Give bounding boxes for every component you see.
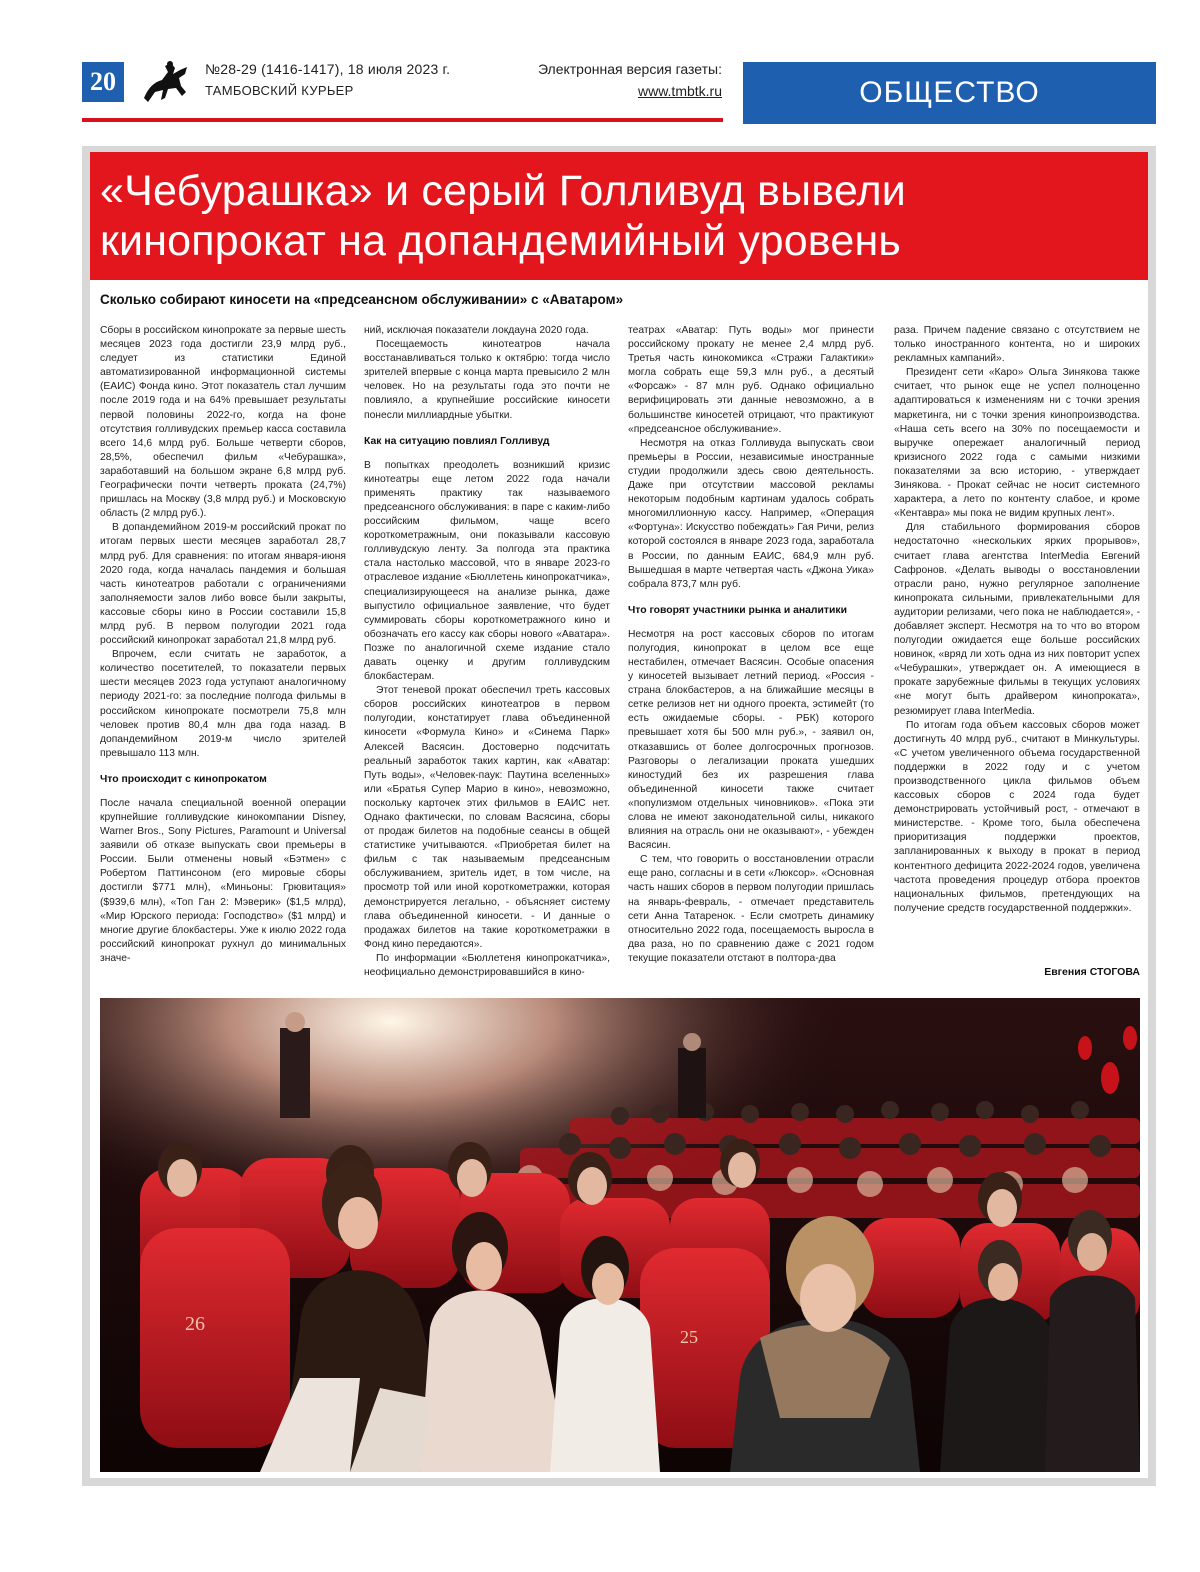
section-heading: Как на ситуацию повлиял Голливуд bbox=[364, 435, 550, 447]
section-title: ОБЩЕСТВО bbox=[743, 62, 1156, 124]
paragraph: Несмотря на рост кассовых сборов по итогам полугодия, кинопрокат в целом все еще нестабилен, отмечает Васясин. Особые опасения у киносетей вызывает летний период. «Россия - страна блокбастеров, а на ближайшие месяцы в сетке релизов нет ни одного проекта, эстимейт (то есть ожидаемые сборы. - РБК) которого превышает хотя бы 500 млн руб.», - заявил он, отказавшись от более долгосрочных прогнозов. Разговоры о легализации проката ушедших киностудий без их разрешения глава объединенной киносети также считает «популизмом отдельных чиновников». «Пока эти слова не имеют законодательной силы, никакого влияния на отрасль они не оказывают», - убежден Васясин. bbox=[628, 628, 874, 852]
author-byline: Евгения СТОГОВА bbox=[1044, 966, 1140, 978]
article bbox=[90, 152, 1148, 1478]
paragraph: В допандемийном 2019-м российский прокат по итогам первых шести месяцев заработал 28,7 млрд руб. Для сравнения: по итогам января-июня 2020 года, когда началась пандемия и большая часть кинотеатров работали с ограничениями заполняемости залов либо вовсе были закрыты, кассовые сборы кино в России составили 15,8 млрд руб. В первом полугодии 2021 года российский кинопрокат заработал 21,8 млрд руб. bbox=[100, 522, 346, 647]
paragraph: Несмотря на отказ Голливуда выпускать свои премьеры в России, независимые иностранные студии продолжили здесь свою деятельность. Даже при отсутствии массовой рекламы некоторым подобным картинам удалось собрать многомиллионную кассу. Например, «Операция «Фортуна»: Искусство побеждать» Гая Ричи, релиз которой состоялся в январе 2023 года, заработала в России, по данным ЕАИС, 684,9 млн руб. Вышедшая в марте четвертая часть «Джона Уика» собрала 873,7 млн руб. bbox=[628, 437, 874, 590]
paragraph: После начала специальной военной операции крупнейшие голливудские кинокомпании Disney, Warner Bros., Sony Pictures, Paramount и Universal заявили об отказе выпускать свои премьеры в России. Были отменены новый «Бэтмен» с Робертом Паттинсоном (его мировые сборы достигли $771 млн), «Миньоны: Грювитация» ($939,6 млн), «Топ Ган 2: Мэверик» ($1,5 млрд), «Мир Юрского периода: Господство» ($1 млрд) и многие другие блокбастеры. Уже к июлю 2022 года российский кинопрокат рухнул до минимальных значе- bbox=[100, 797, 346, 964]
seat-number: 25 bbox=[680, 1327, 698, 1347]
article-column-4 bbox=[894, 324, 1140, 986]
paragraph: Сборы в российском кинопрокате за первые шесть месяцев 2023 года достигли 23,9 млрд руб., следует из статистики Единой автоматизированной информационной системы (ЕАИС) Фонда кино. Этот показатель стал лучшим после 2019 года и на 64% превышает результаты первой половины 2022-го, когда на фоне отсутствия голливудских премьер касса составила всего 14,6 млрд руб. Больше четверти сборов, 28,5%, обеспечил фильм «Чебурашка», заработавший на большом экране 6,8 млрд руб. Географически почти четверть проката (24,7%) пришлась на Москву (3,8 млрд руб.) и Московскую область (2 млрд руб.). bbox=[100, 325, 346, 520]
page-number: 20 bbox=[82, 62, 124, 102]
paragraph: раза. Причем падение связано с отсутствием не только иностранного контента, но и широких рекламных кампаний». bbox=[894, 325, 1140, 365]
paragraph: В попытках преодолеть возникший кризис кинотеатры еще летом 2022 года начали применять практику так называемого предсеансного обслуживания: в паре с каким-либо российским фильмом, чаще всего короткометражным, они показывали кассовую голливудскую ленту. За полгода эта практика стала настолько массовой, что в январе 2023-го отраслевое издание «Бюллетень кинопрокатчика», специализирующееся на анализе рынка, даже выпустило официальное заявление, что будет суммировать сборы короткометражного кино и обозначать его кассу как сборы нового «Аватара». Позже по аналогичной схеме издание стало давать оценку и другим голливудским блокбастерам. bbox=[364, 459, 610, 683]
headline: «Чебурашка» и серый Голливуд вывели кинопрокат на допандемийный уровень bbox=[100, 167, 907, 265]
paragraph: театрах «Аватар: Путь воды» мог принести российскому прокату не менее 2,4 млрд руб. Третья часть кинокомикса «Стражи Галактики» могла собрать еще 59,3 млн руб., а десятый «Форсаж» - 87 млн руб. Однако официально верифицировать эти данные невозможно, а в большинстве киносетей отрицают, что практикуют «предсеансное обслуживание». bbox=[628, 325, 874, 435]
paragraph: Посещаемость кинотеатров начала восстанавливаться только к октябрю: тогда число зрителей впервые с конца марта превысило 2 млн человек. Но на результаты года это почти не повлияло, а крупнейшие российские киносети понесли миллиардные убытки. bbox=[364, 339, 610, 421]
paragraph: По информации «Бюллетеня кинопрокатчика», неофициально демонстрировавшийся в кино- bbox=[364, 952, 610, 979]
headline-banner bbox=[90, 152, 1148, 280]
section-heading: Что говорят участники рынка и аналитики bbox=[628, 604, 847, 616]
seat-number: 26 bbox=[185, 1313, 205, 1335]
paragraph: Для стабильного формирования сборов недостаточно «нескольких ярких прорывов», считает глава агентства InterMedia Евгений Сафронов. «Делать выводы о восстановлении отрасли рано, нужно регулярное заполнение кинопроката сильными, привлекательными для аудитории релизами, чего пока не наблюдается», - добавляет эксперт. Несмотря на то что во втором полугодии ожидается еще больше российских новинок, «вряд ли хоть одна из них повторит успех «Чебурашки», утверждает он. А имеющиеся в прокате зарубежные фильмы в текущих условиях «не могут быть драйвером кинопроката», резюмирует глава InterMedia. bbox=[894, 522, 1140, 717]
paragraph: ний, исключая показатели локдауна 2020 года. bbox=[364, 325, 589, 336]
ebook-label: Электронная версия газеты: bbox=[537, 61, 722, 77]
article-column-1 bbox=[100, 324, 346, 986]
article-column-2 bbox=[364, 324, 610, 986]
issue-number: №28-29 (1416-1417), 18 июля 2023 г. bbox=[205, 61, 451, 77]
paragraph: Президент сети «Каро» Ольга Зинякова также считает, что рынок еще не успел полноценно адаптироваться к изменениям ни с точки зрения маркетинга, ни с точки зрения кинопроизводства. «Наша сеть всего на 30% по посещаемости и выручке опережает аналогичный период кризисного 2022 года с самыми низкими показателями за всю историю, - утверждает Зинякова. - Прокат сейчас не носит системного характера, а лето по контенту слабое, и кроме «Кентавра» мы пока не видим крупных лент». bbox=[894, 367, 1140, 520]
paragraph: Впрочем, если считать не заработок, а количество посетителей, то показатели первых шести месяцев 2023 года уступают аналогичному периоду 2021-го: за последние полгода фильмы в российском кинопрокате посмотрели 75,8 млн человек против 80,4 млн два года назад. В допандемийном 2019-м число зрителей превышало 113 млн. bbox=[100, 649, 346, 759]
paragraph: Этот теневой прокат обеспечил треть кассовых сборов российских кинотеатров в первом полугодии, констатирует глава объединенной киносети «Формула Кино» и «Синема Парк» Алексей Васясин. Достоверно подсчитать реальный заработок таких картин, как «Аватар: Путь воды», «Человек-паук: Паутина вселенных» или «Братья Супер Марио в кино», невозможно, поскольку карточек этих фильмов в ЕАИС нет. Однако фактически, по словам Васясина, сборы от продаж билетов на подобные сеансы в общей статистике учитываются. «Приобретая билет на фильм с так называемым предсеансным обслуживанием, зритель идет, в том числе, на просмотр той или иной короткометражки, которая демонстрируется легально, - объясняет систему глава объединенной киносети. - И данные о продажах билетов на такие короткометражки в Фонд кино передаются». bbox=[364, 685, 610, 950]
cinema-audience-photo bbox=[100, 998, 1140, 1472]
newspaper-name: ТАМБОВСКИЙ КУРЬЕР bbox=[205, 83, 354, 98]
subheadline: Сколько собирают киносети на «предсеансном обслуживании» с «Аватаром» bbox=[100, 292, 624, 307]
site-link[interactable]: www.tmbtk.ru bbox=[637, 83, 722, 99]
horse-rider-icon bbox=[138, 58, 194, 108]
paragraph: По итогам года объем кассовых сборов может достигнуть 40 млрд руб., считают в Минкультуры. «С учетом увеличенного объема государственной поддержки в 2022 году и с учетом производственного цикла фильмов объем кассовых сборов с 2024 года будет демонстрировать устойчивый рост, - отмечают в министерстве. - Кроме того, была обеспечена приоритизация поддержки проектов, запланированных к выходу в прокат в период контентного дефицита 2022-2024 годов, увеличена частота проведения процедур отбора проектов национальных фильмов, претендующих на получение средств государственной поддержки». bbox=[894, 719, 1140, 914]
article-column-3 bbox=[628, 324, 874, 986]
article-frame bbox=[82, 146, 1156, 1486]
paragraph: С тем, что говорить о восстановлении отрасли еще рано, согласны и в сети «Люксор». «Основная часть наших сборов в первом полугодии пришлась на январь-февраль, - отмечает представитель сети Анна Татаренок. - Если смотреть динамику относительно 2022 года, посещаемость выросла в два раза, но по сравнению даже с 2021 годом текущие показатели отстают в полтора-два bbox=[628, 854, 874, 964]
masthead-divider bbox=[82, 118, 723, 122]
photo-illustration bbox=[100, 998, 1140, 1472]
section-heading: Что происходит с кинопрокатом bbox=[100, 773, 267, 785]
